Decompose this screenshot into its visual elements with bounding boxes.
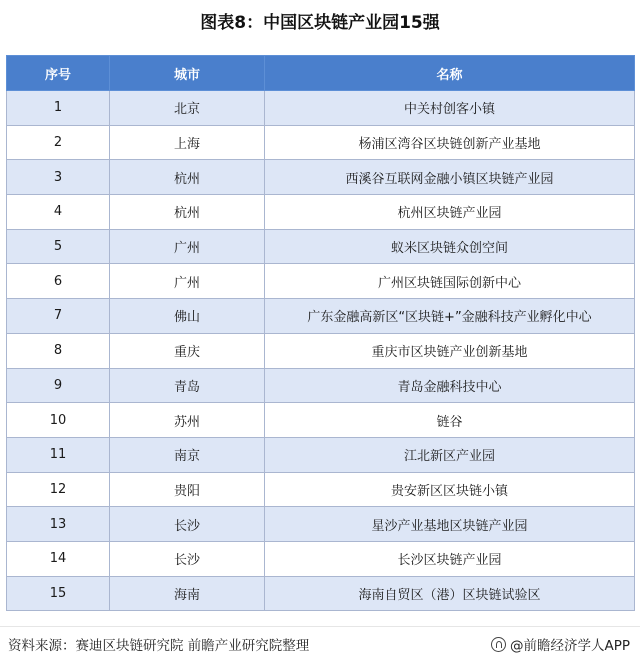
rank-cell: 14 [7,541,110,576]
brand-label: @前瞻经济学人APP [509,638,630,654]
rank-cell: 7 [7,299,110,334]
city-cell: 上海 [110,125,265,160]
table-row [7,160,635,195]
city-cell: 北京 [110,91,265,126]
park-name-cell: 杭州区块链产业园 [265,195,635,230]
rank-cell: 11 [7,437,110,472]
city-cell: 广州 [110,229,265,264]
city-cell: 重庆 [110,333,265,368]
table-row [7,333,635,368]
park-name-cell: 星沙产业基地区块链产业园 [265,507,635,542]
table-row [7,299,635,334]
table-row [7,507,635,542]
city-cell: 贵阳 [110,472,265,507]
table-body [7,91,635,611]
table-row [7,125,635,160]
city-cell: 长沙 [110,541,265,576]
header-rank: 序号 [7,56,110,91]
city-cell: 杭州 [110,160,265,195]
city-cell: 长沙 [110,507,265,542]
table-row [7,576,635,611]
park-name-cell: 广州区块链国际创新中心 [265,264,635,299]
brand-logo-icon [491,637,506,652]
rank-cell: 4 [7,195,110,230]
park-name-cell: 海南自贸区（港）区块链试验区 [265,576,635,611]
footer-divider [0,626,640,627]
table-row [7,91,635,126]
rank-cell: 9 [7,368,110,403]
ranking-table [6,55,635,611]
park-name-cell: 江北新区产业园 [265,437,635,472]
park-name-cell: 链谷 [265,403,635,438]
table-row [7,403,635,438]
table-row [7,195,635,230]
table-row [7,541,635,576]
table-row [7,437,635,472]
park-name-cell: 重庆市区块链产业创新基地 [265,333,635,368]
rank-cell: 2 [7,125,110,160]
city-cell: 南京 [110,437,265,472]
park-name-cell: 青岛金融科技中心 [265,368,635,403]
page-title: 图表8：中国区块链产业园15强 [200,13,440,33]
park-name-cell: 西溪谷互联网金融小镇区块链产业园 [265,160,635,195]
table-row [7,368,635,403]
rank-cell: 12 [7,472,110,507]
rank-cell: 6 [7,264,110,299]
city-cell: 杭州 [110,195,265,230]
park-name-cell: 中关村创客小镇 [265,91,635,126]
rank-cell: 3 [7,160,110,195]
source-note: 资料来源：赛迪区块链研究院 前瞻产业研究院整理 [8,638,310,654]
table-header-row [7,56,635,91]
footer [0,626,640,660]
rank-cell: 15 [7,576,110,611]
city-cell: 佛山 [110,299,265,334]
rank-cell: 13 [7,507,110,542]
city-cell: 广州 [110,264,265,299]
rank-cell: 8 [7,333,110,368]
rank-cell: 5 [7,229,110,264]
brand-attribution [491,634,630,654]
table-row [7,264,635,299]
park-name-cell: 长沙区块链产业园 [265,541,635,576]
city-cell: 苏州 [110,403,265,438]
park-name-cell: 贵安新区区块链小镇 [265,472,635,507]
header-city: 城市 [110,56,265,91]
park-name-cell: 杨浦区湾谷区块链创新产业基地 [265,125,635,160]
rank-cell: 10 [7,403,110,438]
ranking-table-container [6,55,634,611]
park-name-cell: 蚁米区块链众创空间 [265,229,635,264]
city-cell: 青岛 [110,368,265,403]
city-cell: 海南 [110,576,265,611]
park-name-cell: 广东金融高新区“区块链+”金融科技产业孵化中心 [265,299,635,334]
header-name: 名称 [265,56,635,91]
table-row [7,472,635,507]
table-row [7,229,635,264]
rank-cell: 1 [7,91,110,126]
